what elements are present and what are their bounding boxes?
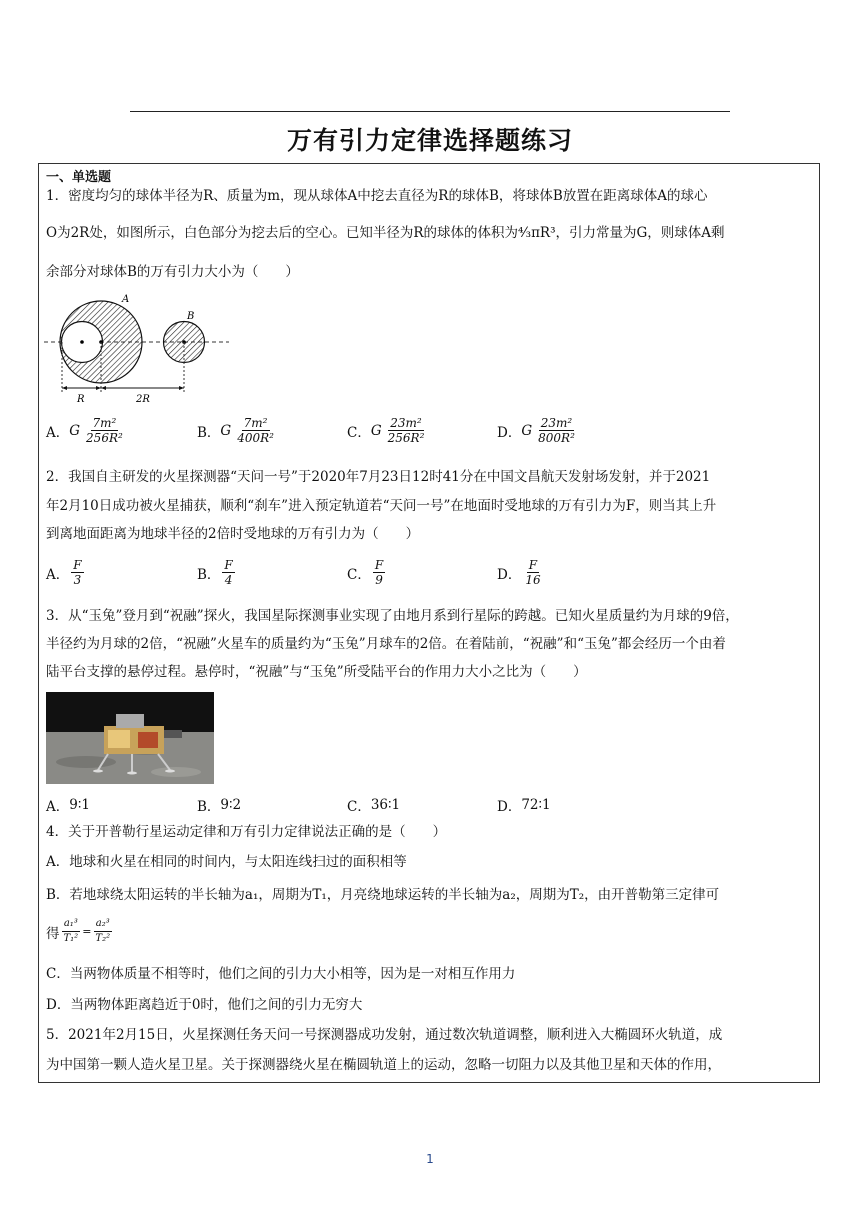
q2-option-b[interactable]: B． $\frac{F}{4}$	[197, 558, 233, 587]
q2-option-c[interactable]: C． $\frac{F}{9}$	[347, 558, 384, 587]
header-rule	[130, 111, 730, 112]
q1-option-c[interactable]: C． G $\frac{\text{23m²}}{\text{256R²}}$	[347, 416, 425, 445]
section-heading: 一、单选题	[46, 170, 112, 185]
q3-line2: 半径约为月球的2倍，“祝融”火星车的质量约为“玉兔”月球车的2倍。在着陆前，“祝融”和“玉兔”都会经历一个由着	[46, 636, 726, 652]
q2-line3: 到离地面距离为地球半径的2倍时受地球的万有引力为（ ）	[46, 526, 420, 542]
q3-option-b[interactable]: B． 9∶2	[197, 797, 242, 815]
label-2r: 2R	[136, 394, 150, 404]
page-number: 1	[426, 1152, 434, 1166]
q4-option-b-line2[interactable]: 得 $\frac{\text{a₁³}}{\text{T₁²}}$ = $\frac{\text{a₂³}}{\text{T₂²}}$	[46, 918, 111, 944]
q1-option-d[interactable]: D． G $\frac{\text{23m²}}{\text{800R²}}$	[497, 416, 575, 445]
q4-option-c[interactable]: C．当两物体质量不相等时，他们之间的引力大小相等，因为是一对相互作用力	[46, 966, 516, 982]
label-r: R	[77, 394, 85, 404]
q4-line1: 4．关于开普勒行星运动定律和万有引力定律说法正确的是（ ）	[46, 824, 447, 840]
q2-line1: 2．我国自主研发的火星探测器“天问一号”于2020年7月23日12时41分在中国文昌航天发射场发射，并于2021	[46, 469, 711, 485]
q2-option-d[interactable]: D． $\frac{F}{16}$	[497, 558, 541, 587]
q1-figure	[44, 292, 234, 404]
q3-option-c[interactable]: C． 36∶1	[347, 797, 401, 815]
q1-line2: O为2R处，如图所示，白色部分为挖去后的空心。已知半径为R的球体的体积为⁴⁄₃πR³，引力常量为G，则球体A剩	[46, 225, 725, 241]
q5-line2: 为中国第一颗人造火星卫星。关于探测器绕火星在椭圆轨道上的运动，忽略一切阻力以及其他卫星和天体的作用，	[46, 1057, 721, 1073]
q2-option-a[interactable]: A． $\frac{F}{3}$	[46, 558, 82, 587]
lander-photo	[46, 692, 214, 784]
q3-option-a[interactable]: A． 9∶1	[46, 797, 90, 815]
q5-line1: 5．2021年2月15日，火星探测任务天问一号探测器成功发射，通过数次轨道调整，顺利进入大椭圆环火轨道，成	[46, 1027, 723, 1043]
label-b: B	[187, 311, 195, 322]
q2-line2: 年2月10日成功被火星捕获，顺利“刹车”进入预定轨道若“天问一号”在地面时受地球的万有引力为F，则当其上升	[46, 498, 717, 514]
page-title: 万有引力定律选择题练习	[286, 126, 573, 155]
q1-line3: 余部分对球体B的万有引力大小为（ ）	[46, 264, 299, 280]
q3-line3: 陆平台支撑的悬停过程。悬停时，“祝融”与“玉兔”所受陆平台的作用力大小之比为（ ）	[46, 664, 587, 680]
q1-option-b[interactable]: B． G $\frac{\text{7m²}}{\text{400R²}}$	[197, 416, 274, 445]
q4-option-b-line1[interactable]: B．若地球绕太阳运转的半长轴为a₁，周期为T₁，月亮绕地球运转的半长轴为a₂，周期为T₂，由开普勒第三定律可	[46, 887, 720, 903]
q1-line1: 1．密度均匀的球体半径为R、质量为m，现从球体A中挖去直径为R的球体B，将球体B放置在距离球体A的球心	[46, 188, 708, 204]
q4-option-a[interactable]: A．地球和火星在相同的时间内，与太阳连线扫过的面积相等	[46, 854, 407, 870]
q4-option-d[interactable]: D．当两物体距离趋近于0时，他们之间的引力无穷大	[46, 997, 363, 1013]
q3-line1: 3．从“玉兔”登月到“祝融”探火，我国星际探测事业实现了由地月系到行星际的跨越。已知火星质量约为月球的9倍，	[46, 608, 739, 624]
q1-option-a[interactable]: A． G $\frac{\text{7m²}}{\text{256R²}}$	[46, 416, 123, 445]
label-a: A	[122, 294, 130, 305]
q3-option-d[interactable]: D． 72∶1	[497, 797, 551, 815]
